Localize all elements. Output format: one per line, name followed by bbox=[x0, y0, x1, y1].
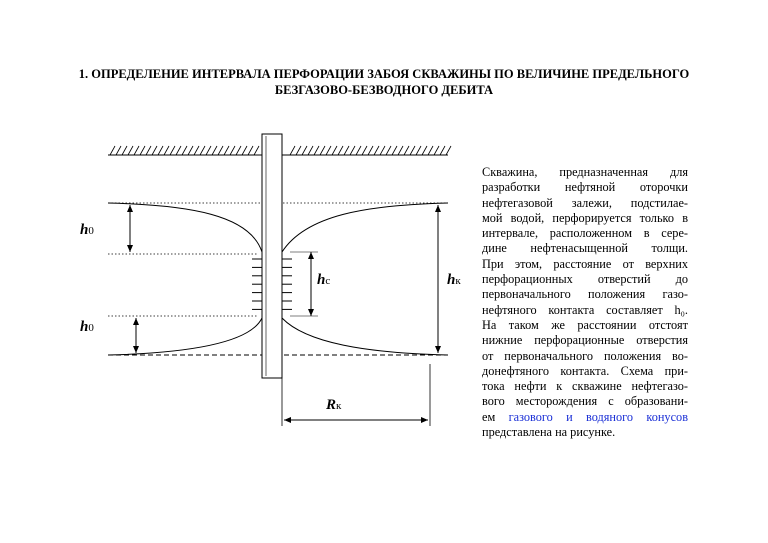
paragraph-line: первоначального положения газо- bbox=[482, 287, 688, 302]
paragraph-line: интервале, расположенном в сере- bbox=[482, 226, 688, 241]
hatch-mark bbox=[398, 146, 403, 155]
paragraph-line: представлена на рисунке. bbox=[482, 425, 616, 440]
hatch-mark bbox=[344, 146, 349, 155]
hatch-mark bbox=[332, 146, 337, 155]
hatch-mark bbox=[116, 146, 121, 155]
paragraph-line: дине нефтенасыщенной толщи. bbox=[482, 241, 688, 256]
hatch-mark bbox=[152, 146, 157, 155]
paragraph-line: вого месторождения с образовани- bbox=[482, 394, 688, 409]
paragraph-line: от первоначального положения во- bbox=[482, 348, 688, 363]
title-line-1: 1. ОПРЕДЕЛЕНИЕ ИНТЕРВАЛА ПЕРФОРАЦИИ ЗАБОЯ СКВАЖИНЫ ПО ВЕЛИЧИНЕ ПРЕДЕЛЬНОГО bbox=[78, 67, 690, 81]
cones-link[interactable]: газового и водяного конусов bbox=[508, 409, 688, 424]
hatch-mark bbox=[188, 146, 193, 155]
hatch-mark bbox=[212, 146, 217, 155]
label-hk: hк bbox=[447, 272, 461, 288]
paragraph-line: нефтяного контакта составляет h₀. bbox=[482, 302, 688, 317]
hatch-mark bbox=[410, 146, 415, 155]
label-rk: Rк bbox=[326, 397, 342, 413]
paragraph-line-with-link bbox=[482, 410, 688, 425]
hatch-mark bbox=[146, 146, 151, 155]
hatch-mark bbox=[416, 146, 421, 155]
hatch-mark bbox=[182, 146, 187, 155]
paragraph-line: разработки нефтяной оторочки bbox=[482, 180, 688, 195]
hatch-mark bbox=[296, 146, 301, 155]
paragraph-line: тока нефти к скважине нефтегазо- bbox=[482, 379, 688, 394]
hatch-mark bbox=[362, 146, 367, 155]
hatch-mark bbox=[224, 146, 229, 155]
paragraph-line: нефтегазовой залежи, подстилае- bbox=[482, 195, 688, 210]
hatch-mark bbox=[176, 146, 181, 155]
hatch-mark bbox=[320, 146, 325, 155]
hatch-mark bbox=[314, 146, 319, 155]
hatch-mark bbox=[374, 146, 379, 155]
hatch-mark bbox=[206, 146, 211, 155]
hatch-mark bbox=[440, 146, 445, 155]
hatch-mark bbox=[158, 146, 163, 155]
hatch-mark bbox=[110, 146, 115, 155]
well-casing bbox=[262, 134, 282, 378]
water-cone-right bbox=[282, 318, 448, 355]
paragraph-line: При этом, расстояние от верхних bbox=[482, 256, 688, 271]
hatch-mark bbox=[392, 146, 397, 155]
hatch-mark bbox=[134, 146, 139, 155]
hatch-mark bbox=[200, 146, 205, 155]
hatch-mark bbox=[170, 146, 175, 155]
hatch-mark bbox=[308, 146, 313, 155]
paragraph-prefix: ем bbox=[482, 409, 496, 424]
hatch-mark bbox=[242, 146, 247, 155]
hatch-mark bbox=[122, 146, 127, 155]
hatch-mark bbox=[236, 146, 241, 155]
paragraph-line: нижние перфорационные отверстия bbox=[482, 333, 688, 348]
hatch-mark bbox=[218, 146, 223, 155]
hatch-mark bbox=[302, 146, 307, 155]
description-paragraph bbox=[482, 165, 688, 440]
paragraph-line: донефтяного контакта. Схема при- bbox=[482, 363, 688, 378]
hatch-mark bbox=[326, 146, 331, 155]
hatch-mark bbox=[368, 146, 373, 155]
label-h0-top: h0 bbox=[80, 222, 94, 238]
hatch-mark bbox=[422, 146, 427, 155]
hatch-mark bbox=[194, 146, 199, 155]
hatch-mark bbox=[290, 146, 295, 155]
paragraph-line: мой водой, перфорируется только в bbox=[482, 210, 688, 225]
gas-cone-left bbox=[108, 203, 262, 252]
hatch-mark bbox=[428, 146, 433, 155]
hatch-mark bbox=[140, 146, 145, 155]
title-line-2: БЕЗГАЗОВО-БЕЗВОДНОГО ДЕБИТА bbox=[274, 83, 494, 97]
hatch-mark bbox=[254, 146, 259, 155]
label-hc: hс bbox=[317, 272, 331, 288]
hatch-mark bbox=[338, 146, 343, 155]
hatch-mark bbox=[128, 146, 133, 155]
hatch-mark bbox=[380, 146, 385, 155]
hatch-mark bbox=[164, 146, 169, 155]
label-h0-bottom: h0 bbox=[80, 319, 94, 335]
gas-cone-right bbox=[282, 203, 448, 252]
hatch-mark bbox=[350, 146, 355, 155]
hatch-mark bbox=[404, 146, 409, 155]
paragraph-line: На таком же расстоянии отстоят bbox=[482, 317, 688, 332]
hatch-mark bbox=[230, 146, 235, 155]
hatch-mark bbox=[248, 146, 253, 155]
hatch-mark bbox=[386, 146, 391, 155]
hatch-mark bbox=[356, 146, 361, 155]
water-cone-left bbox=[108, 318, 262, 355]
hatch-mark bbox=[434, 146, 439, 155]
paragraph-line: перфорационных отверстий до bbox=[482, 272, 688, 287]
hatch-mark bbox=[446, 146, 451, 155]
paragraph-line: Скважина, предназначенная для bbox=[482, 165, 688, 179]
